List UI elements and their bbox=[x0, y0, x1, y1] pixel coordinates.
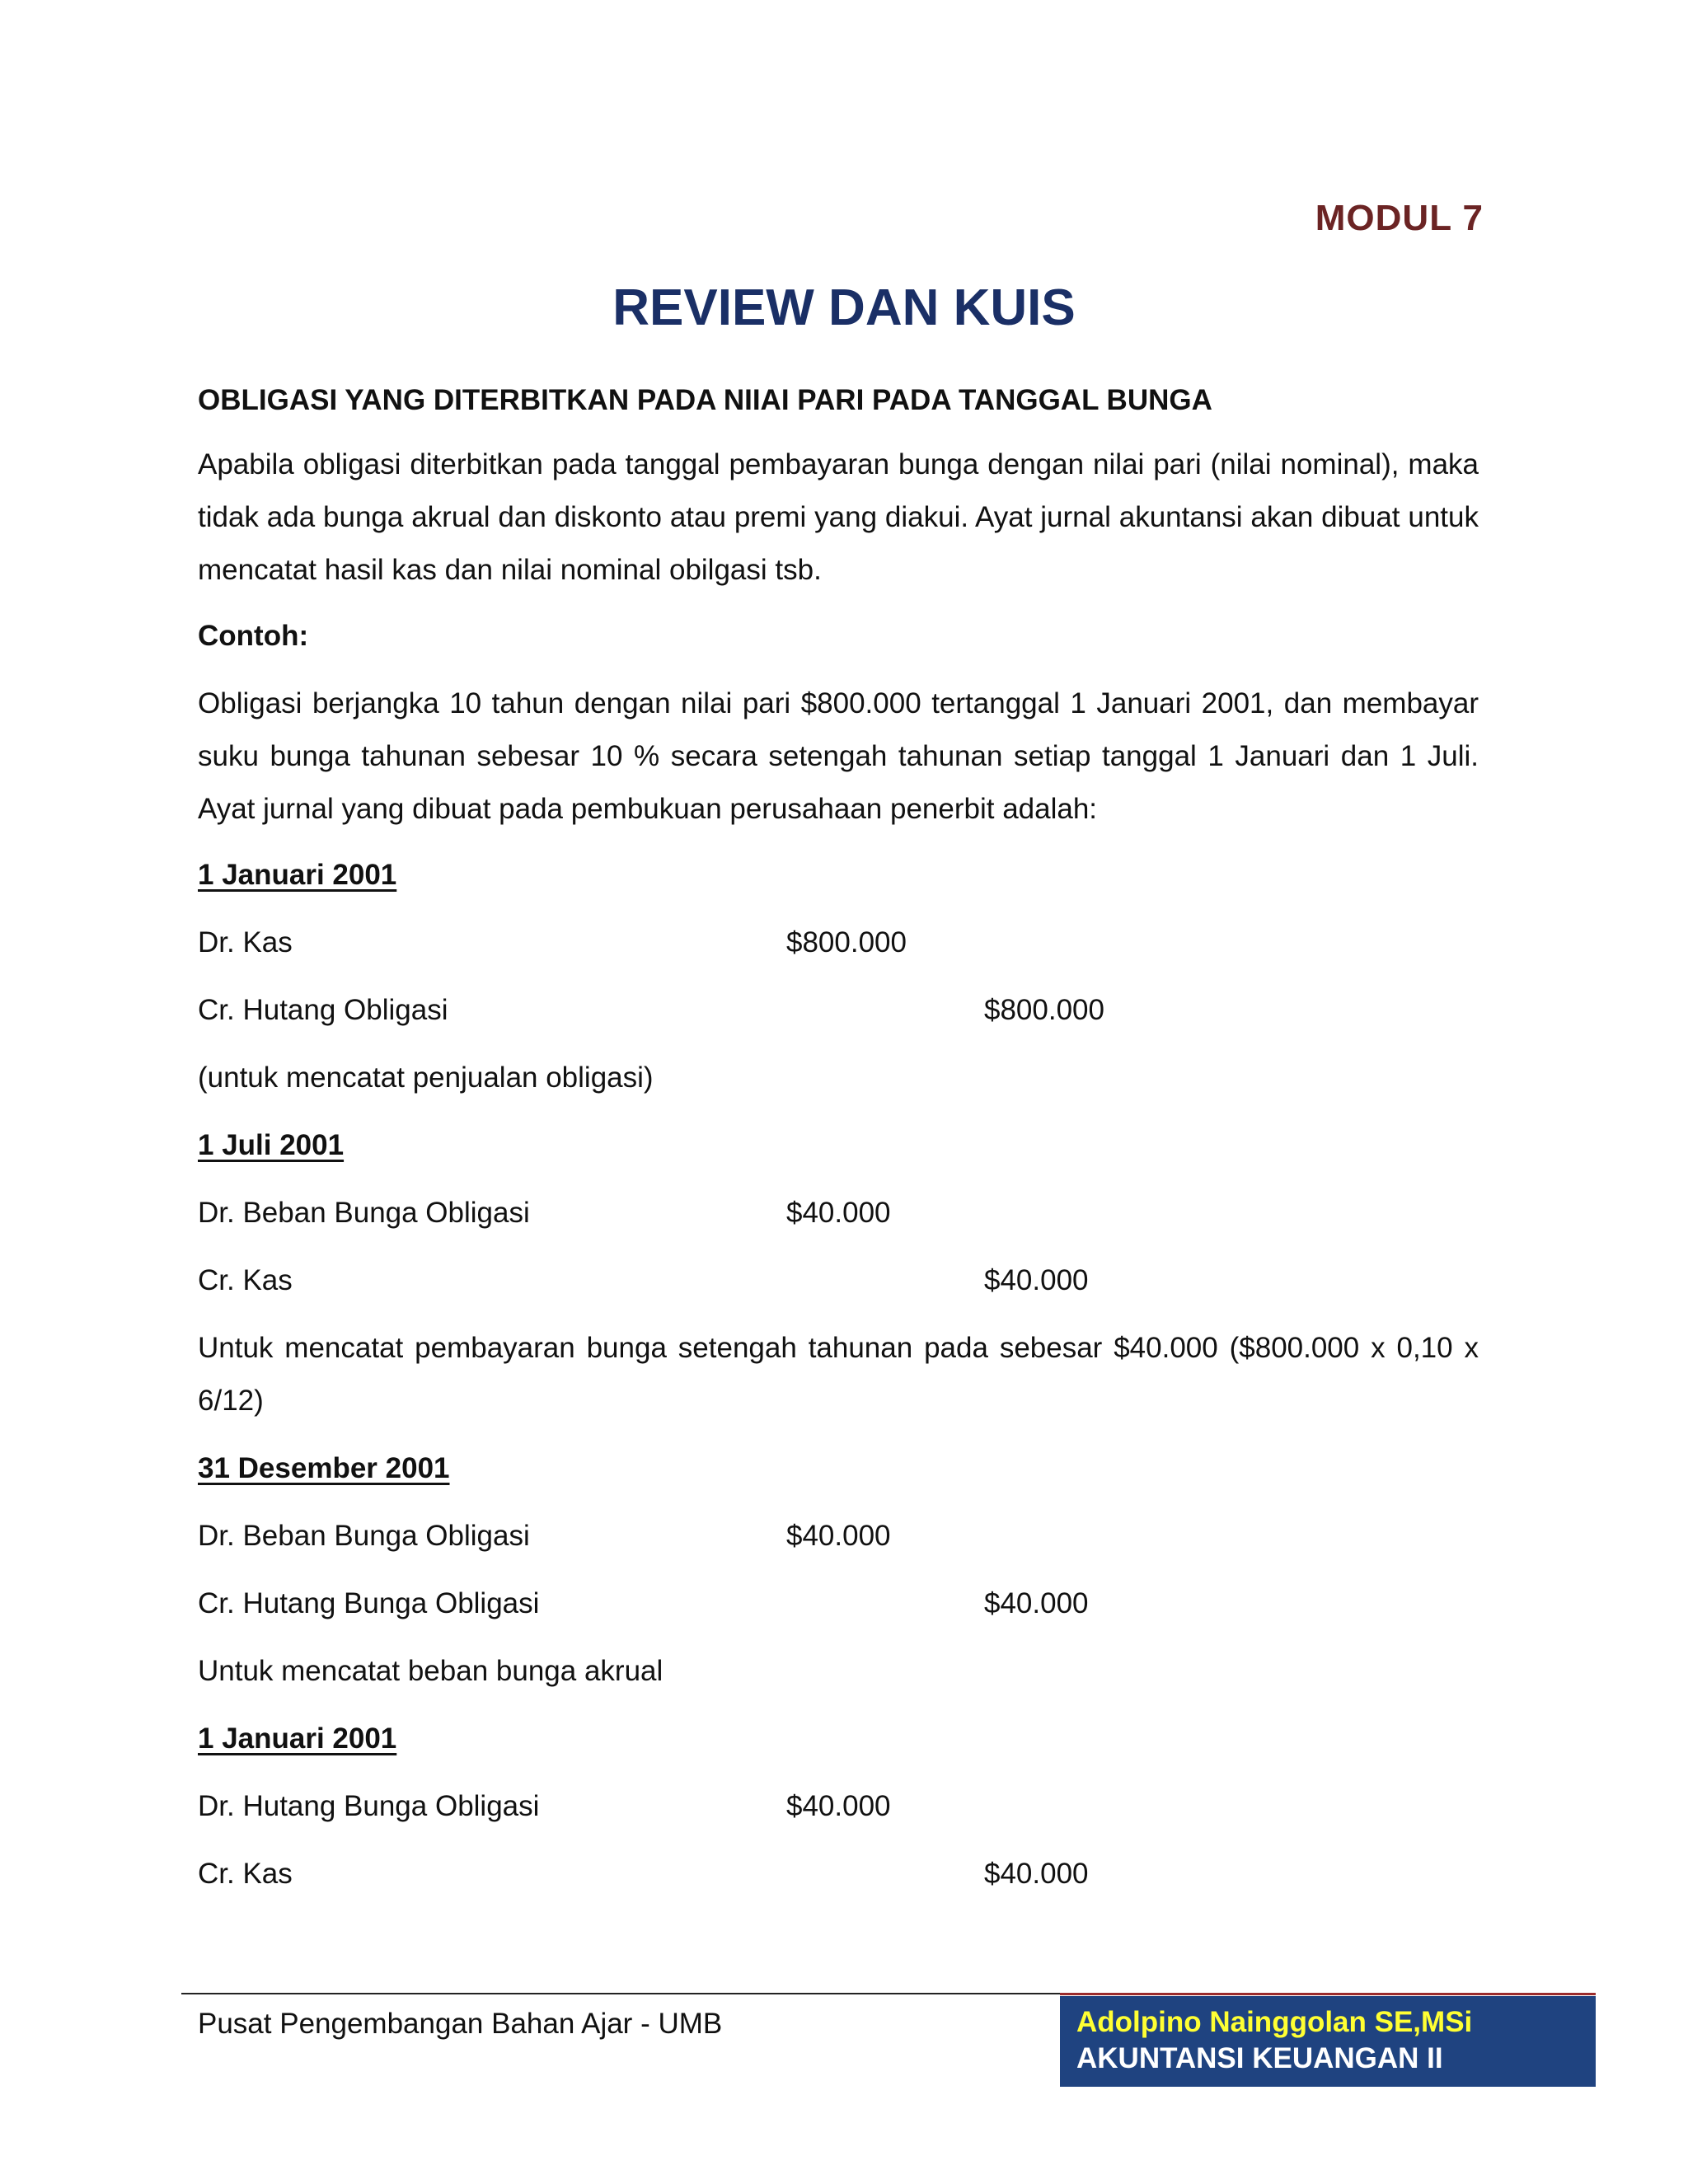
example-label: Contoh: bbox=[198, 620, 309, 652]
footer-accent-divider bbox=[1060, 1993, 1596, 1995]
credit-amount: $40.000 bbox=[984, 1264, 1089, 1296]
journal-credit-row bbox=[198, 1577, 1479, 1630]
credit-amount: $40.000 bbox=[984, 1587, 1089, 1619]
journal-date: 1 Januari 2001 bbox=[198, 1722, 397, 1755]
journal-credit-row bbox=[198, 1848, 1479, 1900]
journal-date: 31 Desember 2001 bbox=[198, 1452, 450, 1484]
footer-publisher: Pusat Pengembangan Bahan Ajar - UMB bbox=[198, 2008, 723, 2040]
journal-debit-row bbox=[198, 1187, 1479, 1240]
credit-amount: $800.000 bbox=[984, 994, 1104, 1026]
debit-account: Dr. Beban Bunga Obligasi bbox=[198, 1520, 530, 1552]
credit-account: Cr. Kas bbox=[198, 1858, 293, 1890]
journal-debit-row bbox=[198, 1510, 1479, 1563]
footer-author: Adolpino Nainggolan SE,MSi bbox=[1076, 2006, 1473, 2038]
journal-note: (untuk mencatat penjualan obligasi) bbox=[198, 1062, 654, 1094]
journal-date: 1 Januari 2001 bbox=[198, 859, 397, 891]
journal-credit-row bbox=[198, 984, 1479, 1037]
credit-account: Cr. Hutang Bunga Obligasi bbox=[198, 1587, 540, 1619]
debit-amount: $800.000 bbox=[786, 926, 907, 958]
credit-account: Cr. Kas bbox=[198, 1264, 293, 1296]
example-paragraph: Obligasi berjangka 10 tahun dengan nilai pari $800.000 tertanggal 1 Januari 2001, dan membayar suku bunga tahunan sebesar 10 % secara setengah tahunan setiap tanggal 1 Januari dan 1 Juli. Ayat jurnal yang dibuat pada pembukuan perusahaan penerbit adalah: bbox=[198, 687, 1479, 825]
journal-note: Untuk mencatat beban bunga akrual bbox=[198, 1655, 663, 1687]
journal-debit-row bbox=[198, 916, 1479, 969]
journal-date: 1 Juli 2001 bbox=[198, 1129, 345, 1161]
journal-debit-row bbox=[198, 1780, 1479, 1833]
debit-amount: $40.000 bbox=[786, 1790, 891, 1822]
journal-credit-row bbox=[198, 1254, 1479, 1307]
credit-account: Cr. Hutang Obligasi bbox=[198, 994, 448, 1026]
debit-account: Dr. Kas bbox=[198, 926, 293, 958]
debit-account: Dr. Hutang Bunga Obligasi bbox=[198, 1790, 540, 1822]
section-title: OBLIGASI YANG DITERBITKAN PADA NIIAI PARI PADA TANGGAL BUNGA bbox=[198, 384, 1212, 416]
debit-account: Dr. Beban Bunga Obligasi bbox=[198, 1197, 530, 1229]
debit-amount: $40.000 bbox=[786, 1520, 891, 1552]
page-title: REVIEW DAN KUIS bbox=[612, 279, 1076, 336]
credit-amount: $40.000 bbox=[984, 1858, 1089, 1890]
intro-paragraph: Apabila obligasi diterbitkan pada tanggal pembayaran bunga dengan nilai pari (nilai nominal), maka tidak ada bunga akrual dan diskonto atau premi yang diakui. Ayat jurnal akuntansi akan dibuat untuk mencatat hasil kas dan nilai nominal obilgasi tsb. bbox=[198, 448, 1479, 586]
debit-amount: $40.000 bbox=[786, 1197, 891, 1229]
module-label: MODUL 7 bbox=[1315, 198, 1484, 238]
footer-author-box bbox=[1060, 1996, 1596, 2087]
footer-course: AKUNTANSI KEUANGAN II bbox=[1076, 2042, 1443, 2074]
journal-note: Untuk mencatat pembayaran bunga setengah tahunan pada sebesar $40.000 ($800.000 x 0,10 x 6/12) bbox=[198, 1332, 1479, 1417]
